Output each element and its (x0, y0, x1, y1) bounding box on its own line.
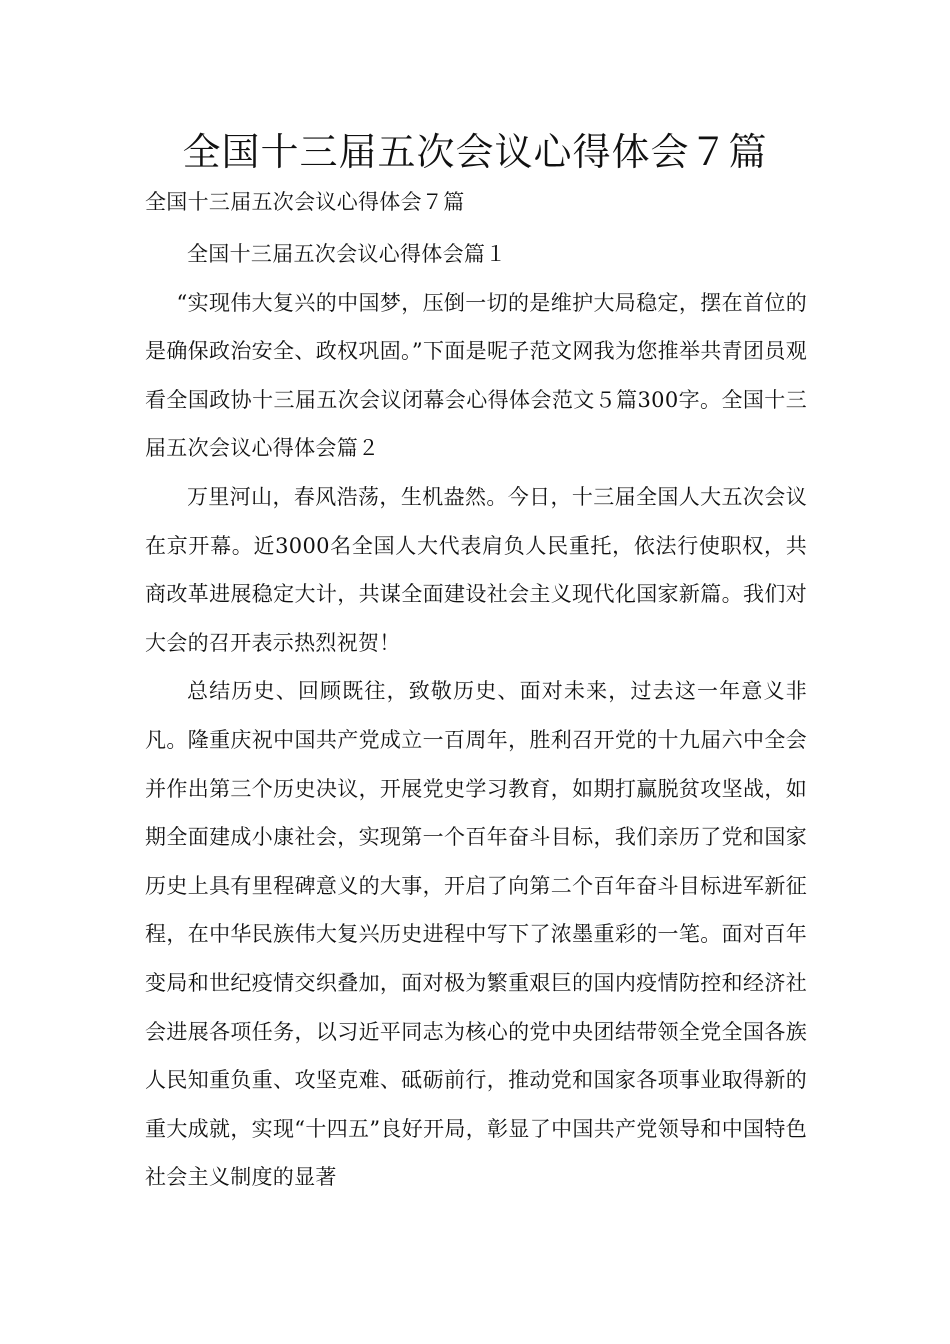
document-subtitle: 全国十三届五次会议心得体会７篇 (145, 190, 465, 214)
paragraph-summary: 总结历史、回顾既往，致敬历史、面对未来，过去这一年意义非凡。隆重庆祝中国共产党成立一百周年，胜利召开党的十九届六中全会并作出第三个历史决议，开展党史学习教育，如期打赢脱贫攻坚战，如期全面建成小康社会，实现第一个百年奋斗目标，我们亲历了党和国家历史上具有里程碑意义的大事，开启了向第二个百年奋斗目标进军新征程，在中华民族伟大复兴历史进程中写下了浓墨重彩的一笔。面对百年变局和世纪疫情交织叠加，面对极为繁重艰巨的国内疫情防控和经济社会进展各项任务，以习近平同志为核心的党中央团结带领全党全国各族人民知重负重、攻坚克难、砥砺前行，推动党和国家各项事业取得新的重大成就，实现“十四五”良好开局，彰显了中国共产党领导和中国特色社会主义制度的显著 (145, 679, 807, 1190)
paragraph-opening: 万里河山，春风浩荡，生机盎然。今日，十三届全国人大五次会议在京开幕。近3000名全国人大代表肩负人民重托，依法行使职权，共商改革进展稳定大计，共谋全面建设社会主义现代化国家新篇。我们对大会的召开表示热烈祝贺！ (145, 484, 807, 655)
paragraph-intro: “实现伟大复兴的中国梦，压倒一切的是维护大局稳定，摆在首位的是确保政治安全、政权巩固。”下面是呢子范文网我为您推举共青团员观看全国政协十三届五次会议闭幕会心得体会范文５篇300字。全国十三届五次会议心得体会篇２ (145, 290, 807, 461)
document-title: 全国十三届五次会议心得体会７篇 (182, 130, 768, 174)
section-heading-1: 全国十三届五次会议心得体会篇１ (187, 242, 507, 266)
document-body (145, 180, 807, 1202)
